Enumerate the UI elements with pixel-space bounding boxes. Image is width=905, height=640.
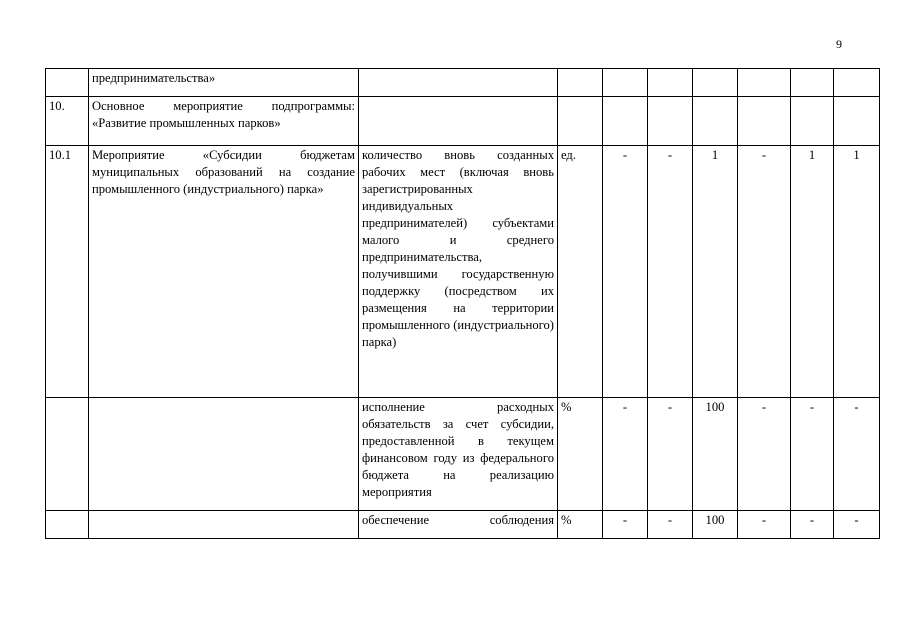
value-cell: - [738, 146, 791, 398]
event-name-cell: Основное мероприятие подпрограммы: «Развитие промышленных парков» [89, 97, 359, 146]
event-name-cell [89, 398, 359, 511]
table-row [46, 97, 880, 146]
value-cell [648, 97, 693, 146]
indicator-cell: количество вновь созданных рабочих мест (включая вновь зарегистрированных индивидуальных предпринимателей) субъектами малого и среднего предпринимательства, получившими государственную поддержку (посредством их размещения на территории промышленного (индустриального) парка) [359, 146, 558, 398]
unit-cell [558, 97, 603, 146]
row-number-cell: 10.1 [46, 146, 89, 398]
row-number-cell [46, 398, 89, 511]
row-number-cell [46, 69, 89, 97]
value-cell: - [603, 146, 648, 398]
event-name-cell: предпринимательства» [89, 69, 359, 97]
value-cell: - [834, 398, 880, 511]
value-cell [603, 69, 648, 97]
value-cell: - [791, 511, 834, 539]
value-cell: - [738, 398, 791, 511]
value-cell: 1 [693, 146, 738, 398]
value-cell [738, 97, 791, 146]
value-cell [603, 97, 648, 146]
table-row [46, 69, 880, 97]
event-name-cell [89, 511, 359, 539]
value-cell: - [603, 511, 648, 539]
value-cell: 100 [693, 511, 738, 539]
table-row [46, 511, 880, 539]
value-cell: - [648, 146, 693, 398]
value-cell [791, 69, 834, 97]
indicator-cell [359, 69, 558, 97]
value-cell [791, 97, 834, 146]
unit-cell: ед. [558, 146, 603, 398]
value-cell: - [834, 511, 880, 539]
page-number: 9 [836, 37, 842, 51]
value-cell: - [648, 398, 693, 511]
indicator-cell: исполнение расходных обязательств за счет субсидии, предоставленной в текущем финансовом году из федерального бюджета на реализацию мероприятия [359, 398, 558, 511]
value-cell: 1 [791, 146, 834, 398]
value-cell: - [738, 511, 791, 539]
value-cell [648, 69, 693, 97]
unit-cell [558, 69, 603, 97]
value-cell: - [603, 398, 648, 511]
value-cell [834, 97, 880, 146]
value-cell [693, 69, 738, 97]
value-cell: - [648, 511, 693, 539]
indicators-table [45, 68, 880, 539]
unit-cell: % [558, 398, 603, 511]
value-cell: - [791, 398, 834, 511]
table-row [46, 398, 880, 511]
unit-cell: % [558, 511, 603, 539]
value-cell [738, 69, 791, 97]
table-row [46, 146, 880, 398]
value-cell: 100 [693, 398, 738, 511]
event-name-cell: Мероприятие «Субсидии бюджетам муниципальных образований на создание промышленного (индустриального) парка» [89, 146, 359, 398]
indicator-cell: обеспечение соблюдения [359, 511, 558, 539]
value-cell [834, 69, 880, 97]
value-cell: 1 [834, 146, 880, 398]
row-number-cell [46, 511, 89, 539]
indicator-cell [359, 97, 558, 146]
value-cell [693, 97, 738, 146]
row-number-cell: 10. [46, 97, 89, 146]
